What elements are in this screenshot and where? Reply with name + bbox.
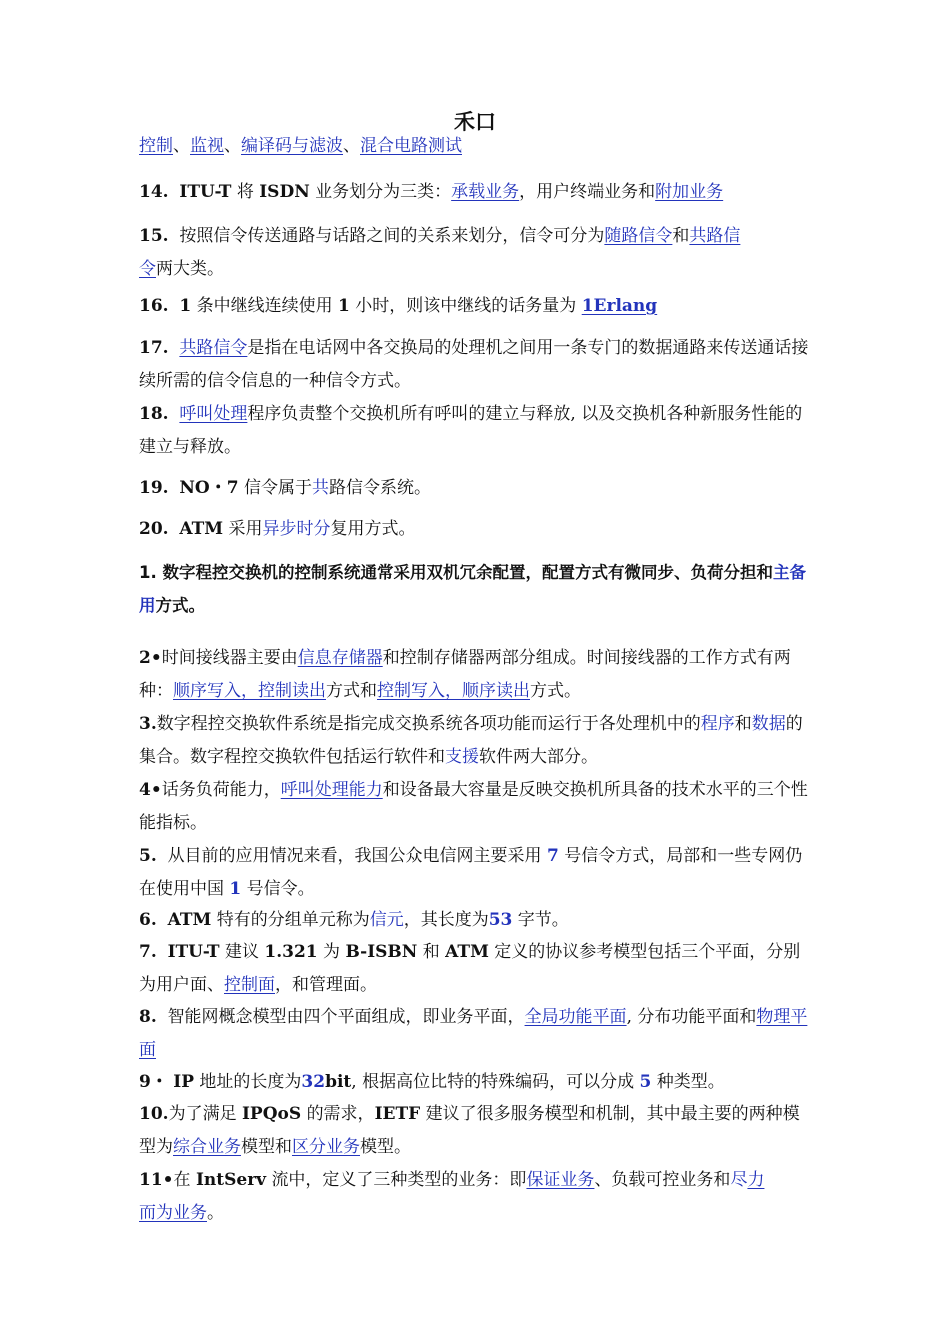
term: IntServ <box>195 1170 267 1190</box>
separator: 、 <box>343 136 360 156</box>
text: 流中，定义了三种类型的业务：即 <box>271 1170 527 1190</box>
q-number: 19. <box>139 478 169 498</box>
text: 的集合。数字程控交换软件包括运行软件和 <box>139 714 803 767</box>
separator: 、 <box>224 136 241 156</box>
link-differentiated-services[interactable]: 区分业务 <box>292 1137 360 1157</box>
answer-number: 5 <box>639 1072 652 1092</box>
text: 话务负荷能力， <box>161 780 281 800</box>
text: 方式。 <box>155 596 205 615</box>
text: 方式和 <box>326 681 377 701</box>
q-number: 7. <box>139 942 157 962</box>
link-call-processing[interactable]: 呼叫处理 <box>179 404 248 424</box>
link-control-plane[interactable]: 控制面 <box>224 975 275 995</box>
separator: 、 <box>173 136 190 156</box>
term: NO・7 <box>179 478 239 498</box>
text: 在 <box>173 1170 191 1190</box>
q-number: 6. <box>139 910 157 930</box>
answer-text: 数据 <box>751 714 786 734</box>
answer-number: 53 <box>488 910 513 930</box>
q-number: 2• <box>139 648 162 668</box>
text: 从目前的应用情况来看，我国公众电信网主要采用 <box>167 846 542 866</box>
term: ITU-T <box>167 942 220 962</box>
term: IP <box>173 1072 194 1092</box>
link-1erlang[interactable]: 1Erlang <box>581 296 658 316</box>
answer-text: 共 <box>311 478 329 498</box>
answer-text: 尽 <box>730 1170 748 1190</box>
term: ISDN <box>259 182 310 202</box>
q-number: 4• <box>139 780 162 800</box>
text: 种类型。 <box>656 1072 725 1092</box>
section-7 <box>139 936 811 1002</box>
text: 软件两大部分。 <box>479 747 598 767</box>
question-15 <box>139 220 811 286</box>
text: 的需求， <box>306 1104 375 1124</box>
link-control[interactable]: 控制 <box>139 136 173 156</box>
link-physical-plane[interactable]: 物理平面 <box>139 1007 808 1060</box>
text: 采用 <box>228 519 263 539</box>
section-9 <box>139 1066 811 1099</box>
text: 信令属于 <box>243 478 312 498</box>
text: 。 <box>207 1203 224 1223</box>
text: 定义的协议参考模型包括三个平面，分别为用户面、 <box>139 942 801 995</box>
text: ，和管理面。 <box>275 975 377 995</box>
text: 和设备最大容量是反映交换机所具备的技术水平的三个性能指标。 <box>139 780 808 833</box>
text: 模型和 <box>241 1137 292 1157</box>
link-controlled-write-sequential-read[interactable]: 控制写入，顺序读出 <box>377 681 530 701</box>
text: 条中继线连续使用 <box>196 296 333 316</box>
q-number: 20. <box>139 519 169 539</box>
link-best-effort-service[interactable]: 而为业务 <box>139 1203 207 1223</box>
text: 方式。 <box>530 681 581 701</box>
section-10 <box>139 1098 811 1164</box>
term: IETF <box>374 1104 421 1124</box>
question-14 <box>139 176 811 209</box>
page-title: 禾口 <box>454 110 496 134</box>
q-number: 9・ <box>139 1072 168 1092</box>
link-sequential-write-controlled-read[interactable]: 顺序写入，控制读出 <box>173 681 326 701</box>
section-8 <box>139 1001 811 1067</box>
text: 和 <box>422 942 440 962</box>
q-number: 18. <box>139 404 169 424</box>
text: 智能网概念模型由四个平面组成，即业务平面， <box>167 1007 525 1027</box>
link-monitor[interactable]: 监视 <box>190 136 224 156</box>
section-11 <box>139 1164 811 1230</box>
term: bit <box>325 1072 352 1092</box>
answer-text: 信元 <box>369 910 404 930</box>
term: ATM <box>445 942 489 962</box>
term: ATM <box>179 519 224 539</box>
link-codec-filter[interactable]: 编译码与滤波 <box>241 136 343 156</box>
text: , 根据高位比特的特殊编码，可以分成 <box>351 1072 635 1092</box>
q-number: 11• <box>139 1170 174 1190</box>
q-number: 17. <box>139 338 169 358</box>
text: ，用户终端业务和 <box>519 182 656 202</box>
section-6 <box>139 904 811 937</box>
text: 复用方式。 <box>330 519 416 539</box>
q-number: 14. <box>139 182 169 202</box>
text: , 分布功能平面和 <box>626 1007 757 1027</box>
text: 和 <box>734 714 752 734</box>
term: 1.321 <box>264 942 318 962</box>
text: 业务划分为三类： <box>315 182 452 202</box>
link-common-channel-signaling[interactable]: 令 <box>139 259 156 279</box>
text: 模型。 <box>360 1137 411 1157</box>
text: 建议了很多服务模型和机制，其中最主要的两种模型为 <box>139 1104 800 1157</box>
section-1 <box>139 556 811 622</box>
text: 程序负责整个交换机所有呼叫的建立与释放, 以及交换机各种新服务性能的建立与释放。 <box>139 404 803 457</box>
question-17 <box>139 332 811 398</box>
text: 和 <box>672 226 690 246</box>
q-number: 8. <box>139 1007 157 1027</box>
question-19 <box>139 472 811 505</box>
answer-text: 支援 <box>445 747 479 767</box>
link-call-processing-capacity[interactable]: 呼叫处理能力 <box>280 780 383 800</box>
q-number: 3. <box>139 714 157 734</box>
text: 特有的分组单元称为 <box>216 910 370 930</box>
term: ATM <box>167 910 212 930</box>
text: 和控制存储器两部分组成。时间接线器的工作方式有两种： <box>139 648 791 701</box>
text: 数字程控交换软件系统是指完成交换系统各项功能而运行于各处理机中的 <box>156 714 701 734</box>
text: 是指在电话网中各交换局的处理机之间用一条专门的数据通路来传送通话接续所需的信令信息的一种信令方式。 <box>139 338 809 391</box>
link-hybrid-test[interactable]: 混合电路测试 <box>360 136 462 156</box>
text: 将 <box>236 182 254 202</box>
link-integrated-services[interactable]: 综合业务 <box>173 1137 241 1157</box>
text: 两大类。 <box>156 259 224 279</box>
text: 建议 <box>225 942 259 962</box>
text: 按照信令传送通路与话路之间的关系来划分，信令可分为 <box>179 226 605 246</box>
question-20 <box>139 513 811 546</box>
number: 1 <box>338 296 350 316</box>
text: 时间接线器主要由 <box>161 648 298 668</box>
text: 为了满足 <box>168 1104 237 1124</box>
section-2 <box>139 642 811 708</box>
text: 字节。 <box>517 910 569 930</box>
number: 1 <box>179 296 192 316</box>
q-number: 10. <box>139 1104 169 1124</box>
text: 号信令。 <box>246 879 315 899</box>
q-number: 15. <box>139 226 169 246</box>
answer-text: 主备用 <box>139 563 806 615</box>
link-best-effort-service[interactable]: 力 <box>747 1170 765 1190</box>
section-5 <box>139 840 811 906</box>
section-4 <box>139 774 811 840</box>
top-link-line <box>139 130 811 163</box>
term: ITU-T <box>179 182 232 202</box>
section-3 <box>139 708 811 774</box>
link-supplementary-service[interactable]: 附加业务 <box>655 182 724 202</box>
text: 、负载可控业务和 <box>594 1170 731 1190</box>
term: B-ISBN <box>345 942 418 962</box>
q-number: 16. <box>139 296 169 316</box>
term: IPQoS <box>241 1104 302 1124</box>
link-common-channel-signaling[interactable]: 共路信令 <box>179 338 248 358</box>
link-information-memory[interactable]: 信息存储器 <box>297 648 383 668</box>
answer-number: 7 <box>546 846 559 866</box>
q-number: 5. <box>139 846 157 866</box>
link-common-channel-signaling[interactable]: 共路信 <box>689 226 741 246</box>
question-18 <box>139 398 811 464</box>
answer-number: 32 <box>301 1072 326 1092</box>
text: 地址的长度为 <box>199 1072 302 1092</box>
text: 路信令系统。 <box>328 478 431 498</box>
text: 为 <box>323 942 341 962</box>
text: 1. 数字程控交换机的控制系统通常采用双机冗余配置，配置方式有微同步、负荷分担和 <box>139 563 773 582</box>
link-channel-associated-signaling[interactable]: 随路信令 <box>604 226 673 246</box>
answer-text: 异步时分 <box>262 519 331 539</box>
answer-text: 程序 <box>700 714 735 734</box>
link-bearer-service[interactable]: 承载业务 <box>451 182 520 202</box>
question-16 <box>139 290 811 323</box>
answer-number: 1 <box>229 879 242 899</box>
text: ，其长度为 <box>403 910 489 930</box>
text: 号信令方式，局部和一些专网仍在使用中国 <box>139 846 803 899</box>
link-guaranteed-service[interactable]: 保证业务 <box>526 1170 595 1190</box>
link-global-functional-plane[interactable]: 全局功能平面 <box>524 1007 627 1027</box>
text: 小时，则该中继线的话务量为 <box>355 296 577 316</box>
